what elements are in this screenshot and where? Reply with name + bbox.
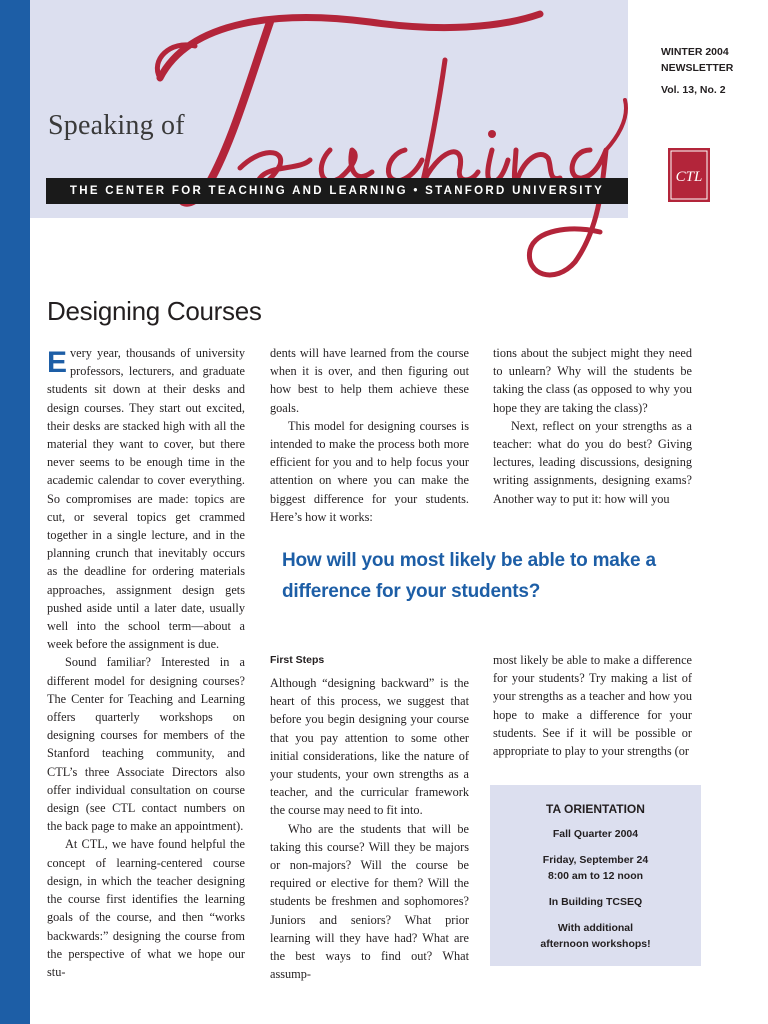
article-paragraph: At CTL, we have found helpful the concept of learning-centered course design, in which the teacher designing the course first identifies the learning goals of the course, and then “works backwards:” designing the course from the perspective of what we hope our stu- <box>47 837 245 979</box>
article-column-3-bottom <box>493 651 692 760</box>
article-paragraph: Every year, thousands of university professors, lecturers, and graduate students sit down at their desks and design courses. They start out excited, their desks are stacked high with all the material they want to cover, but there never seems to be enough time in the academic calendar to cover everything. So compromises are made: topics are cut, or several topics get crammed together in a single lecture, and in the planning crunch that inevitably occurs as the deadline for ordering materials approaches, assignment design gets pushed aside until a later date, usually well into the school term—about a week before the assignment is due. <box>47 346 245 652</box>
ta-box-extra-2: afternoon workshops! <box>540 938 651 950</box>
left-accent-bar <box>0 0 30 1024</box>
issue-season: WINTER 2004 <box>661 46 729 58</box>
article-paragraph: Although “designing backward” is the heart of this process, we suggest that before you begin designing your course that you pay attention to some other initial considerations, like the nature of your students, your own strengths as a teacher, and the curricular framework the course may need to fit into. <box>270 676 469 818</box>
pull-quote: How will you most likely be able to make a difference for your students? <box>282 550 656 602</box>
ta-box-date: Friday, September 24 <box>542 854 649 866</box>
masthead-speaking-of: Speaking of <box>48 110 185 141</box>
article-paragraph: tions about the subject might they need to unlearn? Why will the students be taking the class (as opposed to why you hope they are taking the class)? <box>493 346 692 415</box>
ta-box-quarter: Fall Quarter 2004 <box>552 828 639 840</box>
ta-orientation-box <box>490 785 701 966</box>
article-paragraph: Next, reflect on your strengths as a teacher: what do you do best? Giving lectures, leading discussions, designing writing assignments, designing exams? Another way to put it: how will you <box>493 418 692 506</box>
masthead-banner: THE CENTER FOR TEACHING AND LEARNING • STANFORD UNIVERSITY <box>46 178 628 204</box>
ta-box-extra-1: With additional <box>557 922 634 934</box>
ctl-logo <box>668 148 710 202</box>
issue-volume: Vol. 13, No. 2 <box>661 84 726 96</box>
teaching-script-logo <box>120 0 640 290</box>
article-column-1 <box>47 344 245 981</box>
article-paragraph: most likely be able to make a difference for your students? Try making a list of your strengths as a teacher and how you hope to make a difference for your students. See if it will be possible or appropriate to play to your strengths (or <box>493 653 692 759</box>
article-column-3-top <box>493 344 692 508</box>
ta-box-location: In Building TCSEQ <box>548 896 643 908</box>
article-title: Designing Courses <box>47 296 262 326</box>
article-paragraph: Sound familiar? Interested in a different model for designing courses? The Center for Teaching and Learning offers quarterly workshops on designing courses for members of the Stanford teaching community, and CTL’s three Associate Directors also offer individual consultation on course design (see CTL contact numbers on the back page to make an appointment). <box>47 655 245 834</box>
article-column-2-bottom <box>270 674 469 983</box>
issue-info <box>661 44 733 98</box>
drop-cap: E <box>47 346 68 379</box>
ctl-logo-text: CTL <box>675 169 703 185</box>
section-subhead: First Steps <box>270 654 325 666</box>
issue-type: NEWSLETTER <box>661 62 734 74</box>
article-paragraph: Who are the students that will be taking this course? Will they be majors or non-majors? Will the course be required or elective for them? Will the students be freshmen and sophomores? Juniors and seniors? What prior learning will they have had? What are the best ways to find out? What assump- <box>270 821 469 982</box>
article-paragraph: This model for designing courses is intended to make the process both more efficient for you and to help focus your attention on where you can make the biggest difference for your students. Here’s how it works: <box>270 418 469 524</box>
article-column-2-top <box>270 344 469 526</box>
article-paragraph: dents will have learned from the course when it is over, and then figuring out how best to help them achieve these goals. <box>270 346 469 415</box>
ta-box-time: 8:00 am to 12 noon <box>547 870 644 882</box>
ta-box-title: TA ORIENTATION <box>546 802 645 816</box>
